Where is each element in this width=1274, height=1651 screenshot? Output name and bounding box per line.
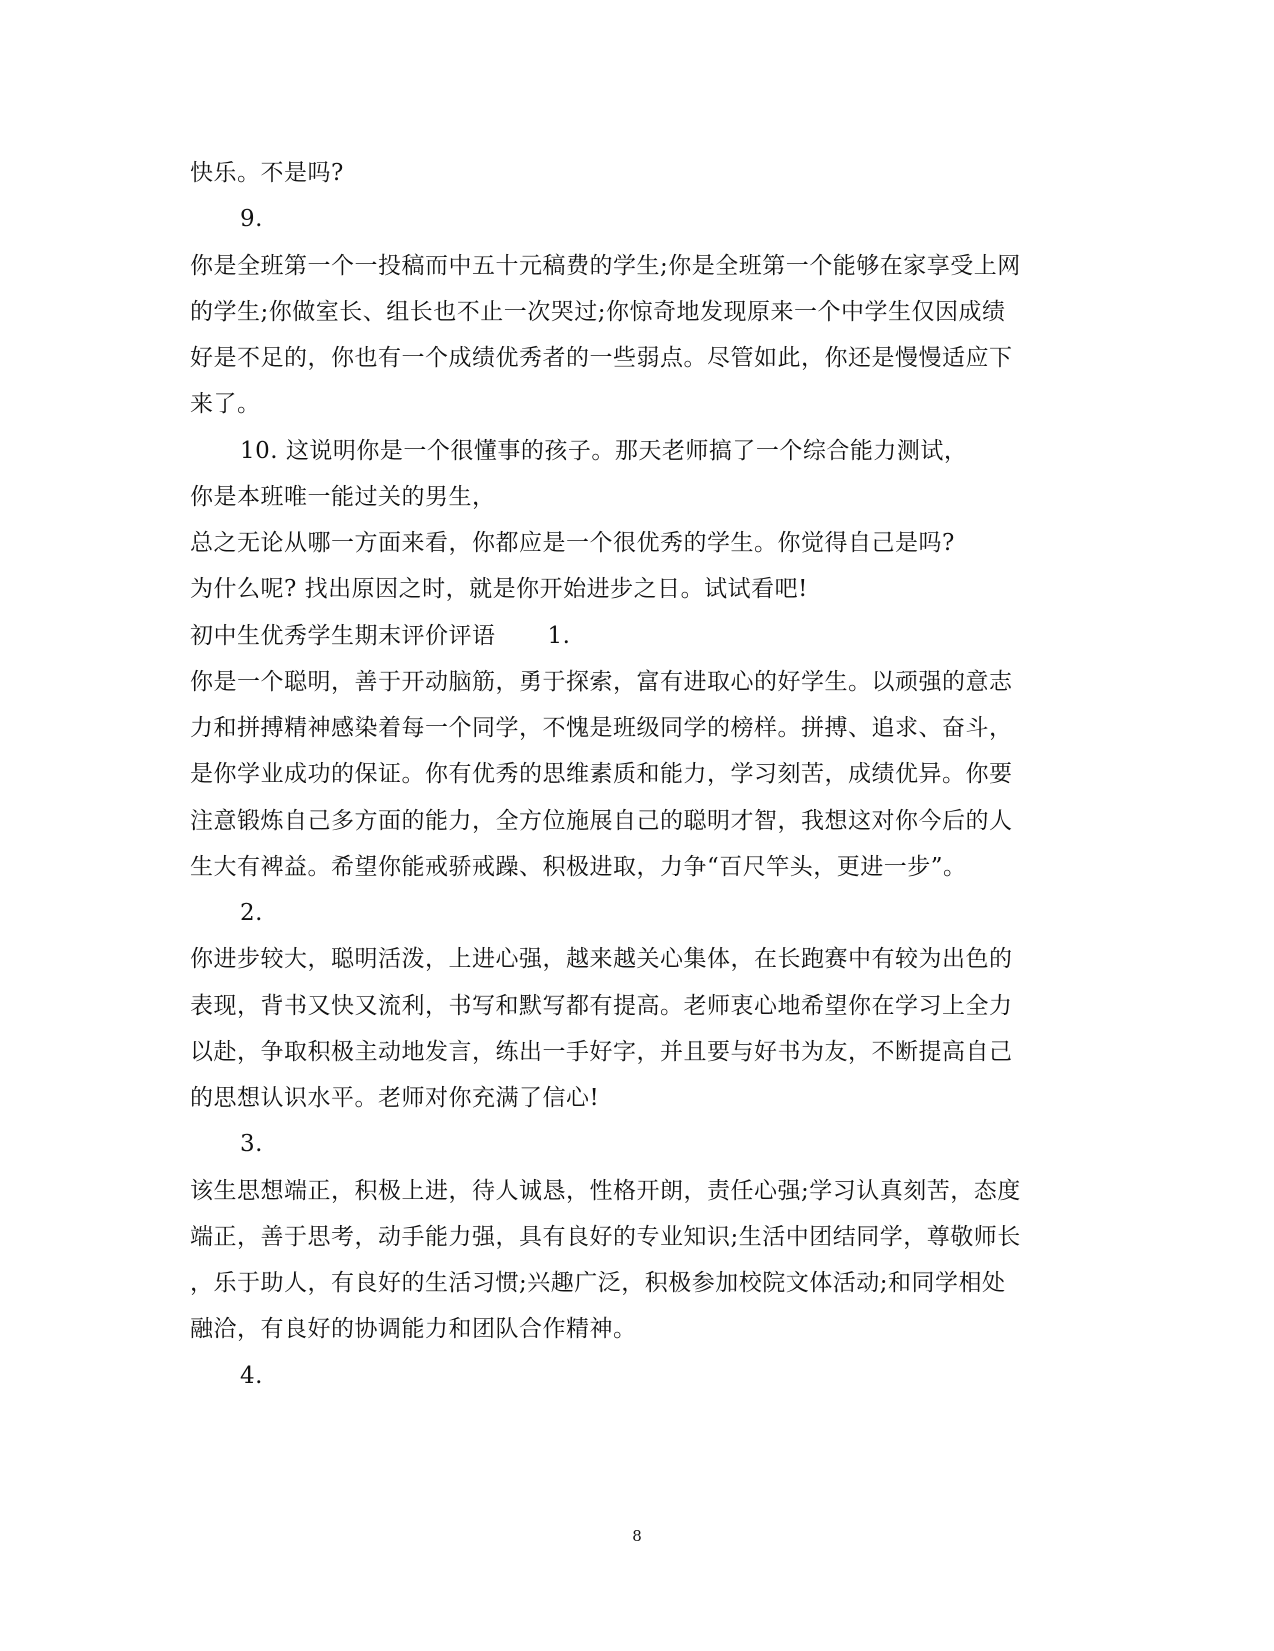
text-line: 融洽，有良好的协调能力和团队合作精神。 — [190, 1316, 637, 1342]
text-line: 你进步较大，聪明活泼，上进心强，越来越关心集体，在长跑赛中有较为出色的 — [190, 946, 1013, 972]
text-line: 你是本班唯一能过关的男生， — [190, 484, 496, 510]
text-line: 快乐。不是吗? — [190, 160, 344, 186]
text-line: 是你学业成功的保证。你有优秀的思维素质和能力，学习刻苦，成绩优异。你要 — [190, 761, 1013, 787]
section-heading-text: 初中生优秀学生期末评价评语 — [190, 623, 496, 649]
text-line: 总之无论从哪一方面来看，你都应是一个很优秀的学生。你觉得自己是吗? — [190, 530, 955, 556]
text-line: 你是全班第一个一投稿而中五十元稿费的学生;你是全班第一个能够在家享受上网 — [190, 253, 1021, 279]
text-line: 端正，善于思考，动手能力强，具有良好的专业知识;生活中团结同学，尊敬师长 — [190, 1224, 1021, 1250]
text-line: 注意锻炼自己多方面的能力，全方位施展自己的聪明才智，我想这对你今后的人 — [190, 808, 1013, 834]
text-line: 以赴，争取积极主动地发言，练出一手好字，并且要与好书为友，不断提高自己 — [190, 1039, 1013, 1065]
item-number-4: 4. — [240, 1363, 263, 1389]
text-line: 该生思想端正，积极上进，待人诚恳，性格开朗，责任心强;学习认真刻苦，态度 — [190, 1178, 1021, 1204]
item-number-1: 1. — [547, 623, 571, 649]
item-number-3: 3. — [240, 1131, 263, 1157]
text-line: 来了。 — [190, 391, 261, 417]
item-number-2: 2. — [240, 900, 263, 926]
text-line: 好是不足的，你也有一个成绩优秀者的一些弱点。尽管如此，你还是慢慢适应下 — [190, 345, 1013, 371]
text-line: ，乐于助人，有良好的生活习惯;兴趣广泛，积极参加校院文体活动;和同学相处 — [190, 1270, 1006, 1296]
text-line: 表现，背书又快又流利，书写和默写都有提高。老师衷心地希望你在学习上全力 — [190, 993, 1013, 1019]
text-line: 的学生;你做室长、组长也不止一次哭过;你惊奇地发现原来一个中学生仅因成绩 — [190, 299, 1006, 325]
text-line: 你是一个聪明，善于开动脑筋，勇于探索，富有进取心的好学生。以顽强的意志 — [190, 669, 1013, 695]
item-number-9: 9. — [240, 206, 263, 232]
text-line: 生大有裨益。希望你能戒骄戒躁、积极进取，力争“百尺竿头，更进一步”。 — [190, 854, 967, 880]
text-line: 的思想认识水平。老师对你充满了信心! — [190, 1085, 600, 1111]
page-number: 8 — [632, 1527, 642, 1545]
section-heading — [190, 621, 570, 651]
text-line: 为什么呢? 找出原因之时，就是你开始进步之日。试试看吧! — [190, 576, 808, 602]
item-10-line: 10. 这说明你是一个很懂事的孩子。那天老师搞了一个综合能力测试， — [240, 438, 968, 464]
text-line: 力和拼搏精神感染着每一个同学，不愧是班级同学的榜样。拼搏、追求、奋斗， — [190, 715, 1013, 741]
